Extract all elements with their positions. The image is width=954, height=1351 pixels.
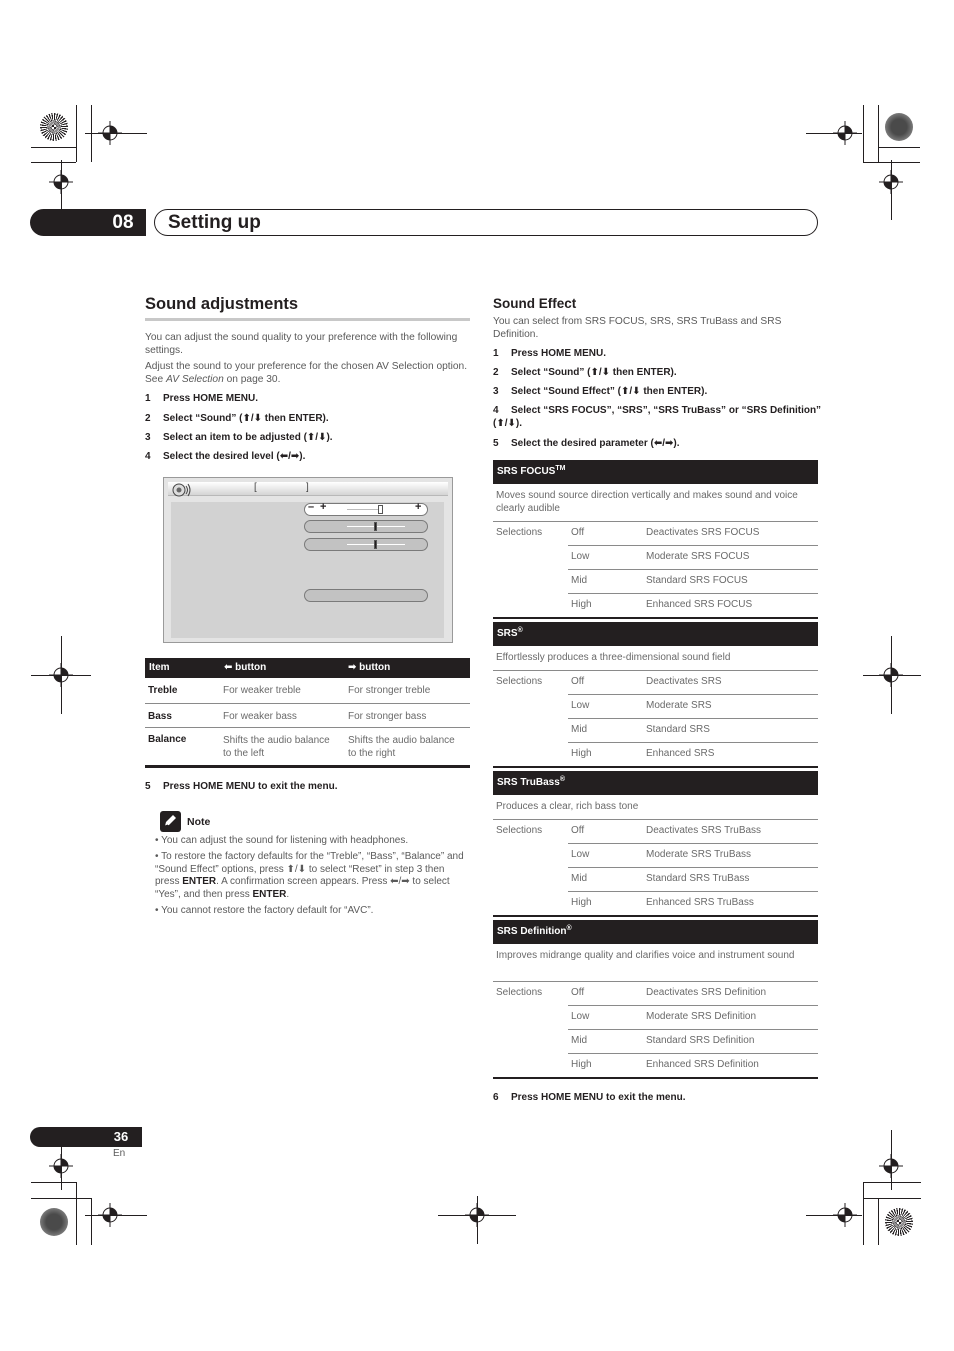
step-2: 2 Select “Sound” (⬆/⬇ then ENTER). (145, 413, 329, 424)
section-bottom-rule (493, 766, 818, 768)
table-row: Treble For weaker treble For stronger treble (145, 678, 470, 704)
bass-slider[interactable] (304, 538, 428, 551)
option-value: Off (571, 825, 585, 836)
option-description: Standard SRS (646, 724, 710, 735)
section-title-sound-adjustments: Sound adjustments (145, 295, 299, 313)
step-4-continued: (⬆/⬇). (493, 418, 522, 429)
step-3: 3 Select an item to be adjusted (⬆/⬇). (145, 432, 333, 443)
page-number: 36 (113, 1129, 129, 1144)
option-value: High (571, 1059, 592, 1070)
page-language: En (113, 1148, 126, 1159)
step-5: 5 Press HOME MENU to exit the menu. (145, 781, 338, 792)
option-value: Off (571, 676, 585, 687)
option-description: Standard SRS Definition (646, 1035, 755, 1046)
table-row (493, 1005, 818, 1029)
section-description: Effortlessly produces a three-dimensional sound field (496, 652, 731, 663)
chapter-number: 08 (112, 212, 134, 233)
registration-star-icon (40, 113, 68, 141)
table-row: Bass For weaker bass For stronger bass (145, 704, 470, 728)
table-row (493, 1029, 818, 1053)
selections-label: Selections (496, 527, 543, 538)
option-value: High (571, 748, 592, 759)
step-3: 3 Select “Sound Effect” (⬆/⬇ then ENTER). (493, 386, 708, 397)
section-header-srs-focus: SRS FOCUS™ (493, 460, 818, 484)
section-header-srs-trubass: SRS TruBass® (493, 771, 818, 795)
section-description: Improves midrange quality and clarifies voice and instrument sound (496, 950, 795, 961)
table-row: Balance Shifts the audio balance to the left Shifts the audio balance to the right (148, 734, 455, 759)
sound-menu-screen (163, 477, 453, 643)
registration-star-icon (885, 1208, 913, 1236)
option-description: Deactivates SRS TruBass (646, 825, 762, 836)
title-underline (145, 318, 470, 321)
step-2: 2 Select “Sound” (⬆/⬇ then ENTER). (493, 367, 677, 378)
section-description: Moves sound source direction vertically and makes sound and voice clearly audible (496, 490, 798, 514)
option-description: Deactivates SRS FOCUS (646, 527, 760, 538)
selections-label: Selections (496, 676, 543, 687)
note-bullet-3: • You cannot restore the factory default for “AVC”. (155, 905, 374, 916)
table-header: Item ⬅ button ➡ button (145, 658, 470, 678)
table-row (493, 981, 818, 1005)
intro-paragraph: You can adjust the sound quality to your preference with the following settings. (145, 332, 458, 356)
sound-effect-intro: You can select from SRS FOCUS, SRS, SRS TruBass and SRS Definition. (493, 316, 782, 340)
registration-star-icon (40, 1208, 68, 1236)
table-bottom-rule (145, 765, 470, 768)
balance-slider[interactable]: – + + (304, 503, 428, 516)
option-description: Standard SRS TruBass (646, 873, 750, 884)
option-value: High (571, 897, 592, 908)
option-value: Off (571, 987, 585, 998)
table-row (493, 521, 818, 545)
step-4: 4 Select “SRS FOCUS”, “SRS”, “SRS TruBass” or “SRS Definition” (493, 405, 822, 416)
option-description: Moderate SRS Definition (646, 1011, 757, 1022)
section-bottom-rule (493, 1077, 818, 1079)
section-header-srs: SRS® (493, 622, 818, 646)
option-description: Enhanced SRS FOCUS (646, 599, 753, 610)
chapter-title: Setting up (168, 212, 261, 233)
section-title-sound-effect: Sound Effect (493, 296, 577, 311)
table-row (493, 867, 818, 891)
av-selection-paragraph: Adjust the sound to your preference for the chosen AV Selection option. See AV Selection on page 30. (145, 361, 468, 385)
selections-label: Selections (496, 825, 543, 836)
step-4: 4 Select the desired level (⬅/➡). (145, 451, 306, 462)
menu-panel (171, 502, 444, 638)
option-description: Deactivates SRS Definition (646, 987, 767, 998)
registration-star-icon (885, 113, 913, 141)
note-pencil-icon (160, 811, 181, 832)
option-value: Mid (571, 575, 588, 586)
section-bottom-rule (493, 915, 818, 917)
table-row (493, 593, 818, 617)
option-value: Mid (571, 1035, 588, 1046)
sound-adjustment-table (145, 658, 470, 768)
table-row (493, 694, 818, 718)
table-row (493, 545, 818, 569)
option-value: Mid (571, 724, 588, 735)
step-6: 6 Press HOME MENU to exit the menu. (493, 1092, 686, 1103)
section-header-srs-definition: SRS Definition® (493, 920, 818, 944)
option-description: Moderate SRS (646, 700, 712, 711)
reset-item-bar[interactable] (304, 589, 428, 602)
table-row (493, 843, 818, 867)
option-value: Low (571, 700, 590, 711)
option-description: Enhanced SRS (646, 748, 715, 759)
sound-speaker-icon (171, 481, 193, 499)
option-description: Moderate SRS TruBass (646, 849, 752, 860)
option-value: Low (571, 1011, 590, 1022)
step-5: 5 Select the desired parameter (⬅/➡). (493, 438, 680, 449)
table-row (493, 718, 818, 742)
menu-title-bar: [ ] (168, 482, 448, 496)
option-value: High (571, 599, 592, 610)
option-description: Enhanced SRS Definition (646, 1059, 759, 1070)
selections-label: Selections (496, 987, 543, 998)
note-label: Note (187, 816, 211, 828)
option-value: Off (571, 527, 585, 538)
note-bullet-1: • You can adjust the sound for listening with headphones. (155, 835, 409, 846)
section-bottom-rule (493, 617, 818, 619)
section-description: Produces a clear, rich bass tone (496, 801, 639, 812)
step-1: 1 Press HOME MENU. (145, 393, 259, 404)
table-row (493, 670, 818, 694)
option-description: Deactivates SRS (646, 676, 722, 687)
step-1: 1 Press HOME MENU. (493, 348, 607, 359)
option-description: Moderate SRS FOCUS (646, 551, 750, 562)
option-description: Enhanced SRS TruBass (646, 897, 754, 908)
option-value: Low (571, 551, 590, 562)
option-value: Low (571, 849, 590, 860)
option-description: Standard SRS FOCUS (646, 575, 748, 586)
table-row (493, 1053, 818, 1077)
table-row (493, 742, 818, 766)
table-row (493, 891, 818, 915)
option-value: Mid (571, 873, 588, 884)
treble-slider[interactable] (304, 520, 428, 533)
table-row (493, 569, 818, 593)
table-row (493, 819, 818, 843)
note-bullet-2: • To restore the factory defaults for the “Treble”, “Bass”, “Balance” and “Sound Effect” options, press ⬆/⬇ to select “Reset” in step 3 then press ENTER. A confirmation screen appears. Press ⬅/➡ to select “Yes”, and then press ENTER. (155, 851, 464, 900)
